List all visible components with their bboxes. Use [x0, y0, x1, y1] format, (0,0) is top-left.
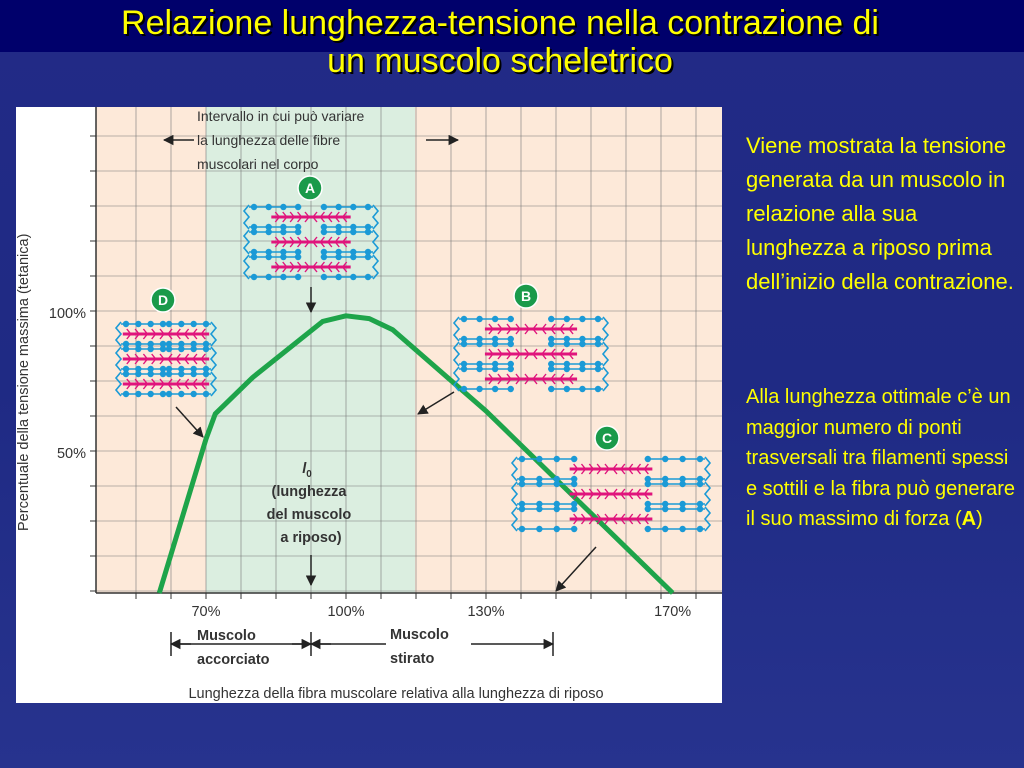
actin-bead [190, 321, 196, 327]
badge-b [514, 284, 538, 308]
resting-label-line-2: del muscolo [266, 507, 352, 523]
actin-bead [548, 386, 554, 392]
actin-bead [321, 229, 327, 235]
actin-bead [178, 346, 184, 352]
x-tick-label: 130% [467, 604, 505, 620]
resting-label-line-1: (lunghezza [271, 484, 347, 500]
actin-bead [160, 391, 166, 397]
actin-bead [508, 366, 514, 372]
badge-c-label: C [601, 430, 613, 446]
actin-bead [579, 316, 585, 322]
actin-bead [123, 371, 129, 377]
actin-bead [519, 456, 525, 462]
range-label-line-2: la lunghezza delle fibre [197, 132, 341, 148]
actin-bead [265, 229, 271, 235]
shortened-label-line-2: accorciato [197, 652, 270, 668]
actin-bead [564, 316, 570, 322]
length-tension-chart [16, 107, 722, 703]
optimal-text: Alla lunghezza ottimale c’è un maggior numero di ponti trasversali tra filamenti spessi e sottili e la fibra può generare il suo massimo di forza ( [746, 386, 1016, 530]
actin-bead [251, 254, 257, 260]
actin-bead [251, 274, 257, 280]
actin-bead [265, 254, 271, 260]
actin-bead [251, 204, 257, 210]
actin-bead [280, 274, 286, 280]
actin-bead [536, 481, 542, 487]
actin-bead [645, 456, 651, 462]
actin-bead [335, 274, 341, 280]
actin-bead [679, 481, 685, 487]
actin-bead [554, 526, 560, 532]
x-tick-label: 100% [327, 604, 365, 620]
actin-bead [554, 456, 560, 462]
actin-bead [461, 316, 467, 322]
actin-bead [147, 371, 153, 377]
actin-bead [536, 526, 542, 532]
actin-bead [595, 366, 601, 372]
stretched-label-line-2: stirato [390, 651, 435, 667]
actin-bead [190, 346, 196, 352]
badge-b-label: B [520, 288, 532, 304]
actin-bead [335, 254, 341, 260]
actin-bead [365, 274, 371, 280]
badge-d-label: D [157, 292, 169, 308]
actin-bead [160, 321, 166, 327]
actin-bead [350, 274, 356, 280]
actin-bead [350, 204, 356, 210]
actin-bead [571, 506, 577, 512]
actin-bead [508, 386, 514, 392]
actin-bead [365, 229, 371, 235]
actin-bead [645, 481, 651, 487]
actin-bead [461, 366, 467, 372]
actin-bead [295, 204, 301, 210]
badge-d [151, 288, 175, 312]
actin-bead [579, 341, 585, 347]
actin-bead [147, 321, 153, 327]
actin-bead [595, 341, 601, 347]
x-axis-title: Lunghezza della fibra muscolare relativa alla lunghezza di riposo [188, 686, 604, 702]
x-tick-labels [191, 604, 691, 620]
actin-bead [135, 321, 141, 327]
x-tick-label: 170% [654, 604, 692, 620]
actin-bead [492, 316, 498, 322]
actin-bead [190, 391, 196, 397]
shortened-label [197, 628, 270, 668]
actin-bead [662, 456, 668, 462]
actin-bead [365, 204, 371, 210]
actin-bead [519, 506, 525, 512]
y-tick-label: 100% [48, 306, 86, 322]
actin-bead [350, 229, 356, 235]
actin-bead [203, 321, 209, 327]
actin-bead [203, 391, 209, 397]
actin-bead [280, 254, 286, 260]
actin-bead [554, 506, 560, 512]
badge-a-label: A [304, 180, 316, 196]
range-label-line-1: Intervallo in cui può variare [197, 108, 365, 124]
actin-bead [135, 391, 141, 397]
actin-bead [536, 506, 542, 512]
actin-bead [160, 346, 166, 352]
actin-bead [476, 341, 482, 347]
actin-bead [697, 526, 703, 532]
actin-bead [476, 366, 482, 372]
actin-bead [697, 456, 703, 462]
range-label-line-3: muscolari nel corpo [197, 156, 319, 172]
actin-bead [697, 506, 703, 512]
y-axis-title: Percentuale della tensione massima (tetanica) [16, 233, 32, 531]
actin-bead [295, 229, 301, 235]
actin-bead [190, 371, 196, 377]
actin-bead [461, 341, 467, 347]
y-tick-labels [49, 306, 86, 462]
actin-bead [280, 204, 286, 210]
actin-bead [554, 481, 560, 487]
slide-title [0, 4, 1000, 80]
actin-bead [579, 386, 585, 392]
length-tension-figure [16, 107, 722, 703]
optimal-length-paragraph [746, 382, 1016, 535]
actin-bead [519, 526, 525, 532]
actin-bead [508, 341, 514, 347]
actin-bead [697, 481, 703, 487]
actin-bead [251, 229, 257, 235]
actin-bead [508, 316, 514, 322]
shortened-label-line-1: Muscolo [197, 628, 256, 644]
optimal-letter: A [961, 508, 977, 530]
actin-bead [321, 254, 327, 260]
actin-bead [295, 274, 301, 280]
optimal-text-end: ) [976, 508, 983, 530]
actin-bead [679, 506, 685, 512]
actin-bead [476, 316, 482, 322]
actin-bead [335, 229, 341, 235]
badge-c [595, 426, 619, 450]
actin-bead [280, 229, 286, 235]
actin-bead [548, 316, 554, 322]
actin-bead [160, 371, 166, 377]
actin-bead [166, 321, 172, 327]
resting-l0-subscript: 0 [306, 469, 312, 480]
x-tick-label: 70% [191, 604, 221, 620]
actin-bead [123, 346, 129, 352]
actin-bead [335, 204, 341, 210]
stretched-label-line-1: Muscolo [390, 627, 449, 643]
actin-bead [321, 274, 327, 280]
actin-bead [595, 386, 601, 392]
badge-a [298, 176, 322, 200]
actin-bead [595, 316, 601, 322]
actin-bead [321, 204, 327, 210]
actin-bead [166, 346, 172, 352]
actin-bead [519, 481, 525, 487]
actin-bead [476, 386, 482, 392]
actin-bead [123, 321, 129, 327]
actin-bead [178, 371, 184, 377]
actin-bead [203, 346, 209, 352]
actin-bead [365, 254, 371, 260]
actin-bead [492, 386, 498, 392]
actin-bead [135, 371, 141, 377]
actin-bead [564, 366, 570, 372]
actin-bead [548, 341, 554, 347]
actin-bead [135, 346, 141, 352]
actin-bead [203, 371, 209, 377]
actin-bead [679, 526, 685, 532]
title-line-1: Relazione lunghezza-tensione nella contrazione di [121, 4, 879, 42]
actin-bead [166, 371, 172, 377]
actin-bead [571, 481, 577, 487]
y-tick-label: 50% [56, 446, 86, 462]
actin-bead [548, 366, 554, 372]
actin-bead [645, 526, 651, 532]
actin-bead [461, 386, 467, 392]
actin-bead [147, 346, 153, 352]
actin-bead [579, 366, 585, 372]
actin-bead [350, 254, 356, 260]
stretched-label [390, 627, 453, 667]
actin-bead [536, 456, 542, 462]
title-line-2: un muscolo scheletrico [327, 42, 673, 80]
actin-bead [564, 386, 570, 392]
actin-bead [564, 341, 570, 347]
resting-label-line-3: a riposo) [280, 530, 342, 546]
actin-bead [662, 481, 668, 487]
actin-bead [571, 456, 577, 462]
actin-bead [492, 366, 498, 372]
actin-bead [645, 506, 651, 512]
actin-bead [147, 391, 153, 397]
actin-bead [662, 506, 668, 512]
resting-l0-symbol: l [302, 461, 307, 477]
actin-bead [662, 526, 668, 532]
actin-bead [295, 254, 301, 260]
actin-bead [166, 391, 172, 397]
actin-bead [123, 391, 129, 397]
actin-bead [492, 341, 498, 347]
actin-bead [265, 204, 271, 210]
actin-bead [571, 526, 577, 532]
actin-bead [178, 391, 184, 397]
actin-bead [679, 456, 685, 462]
description-paragraph: Viene mostrata la tensione generata da un muscolo in relazione alla sua lunghezza a riposo prima dell’inizio della contrazione. [746, 133, 1014, 294]
actin-bead [265, 274, 271, 280]
actin-bead [178, 321, 184, 327]
